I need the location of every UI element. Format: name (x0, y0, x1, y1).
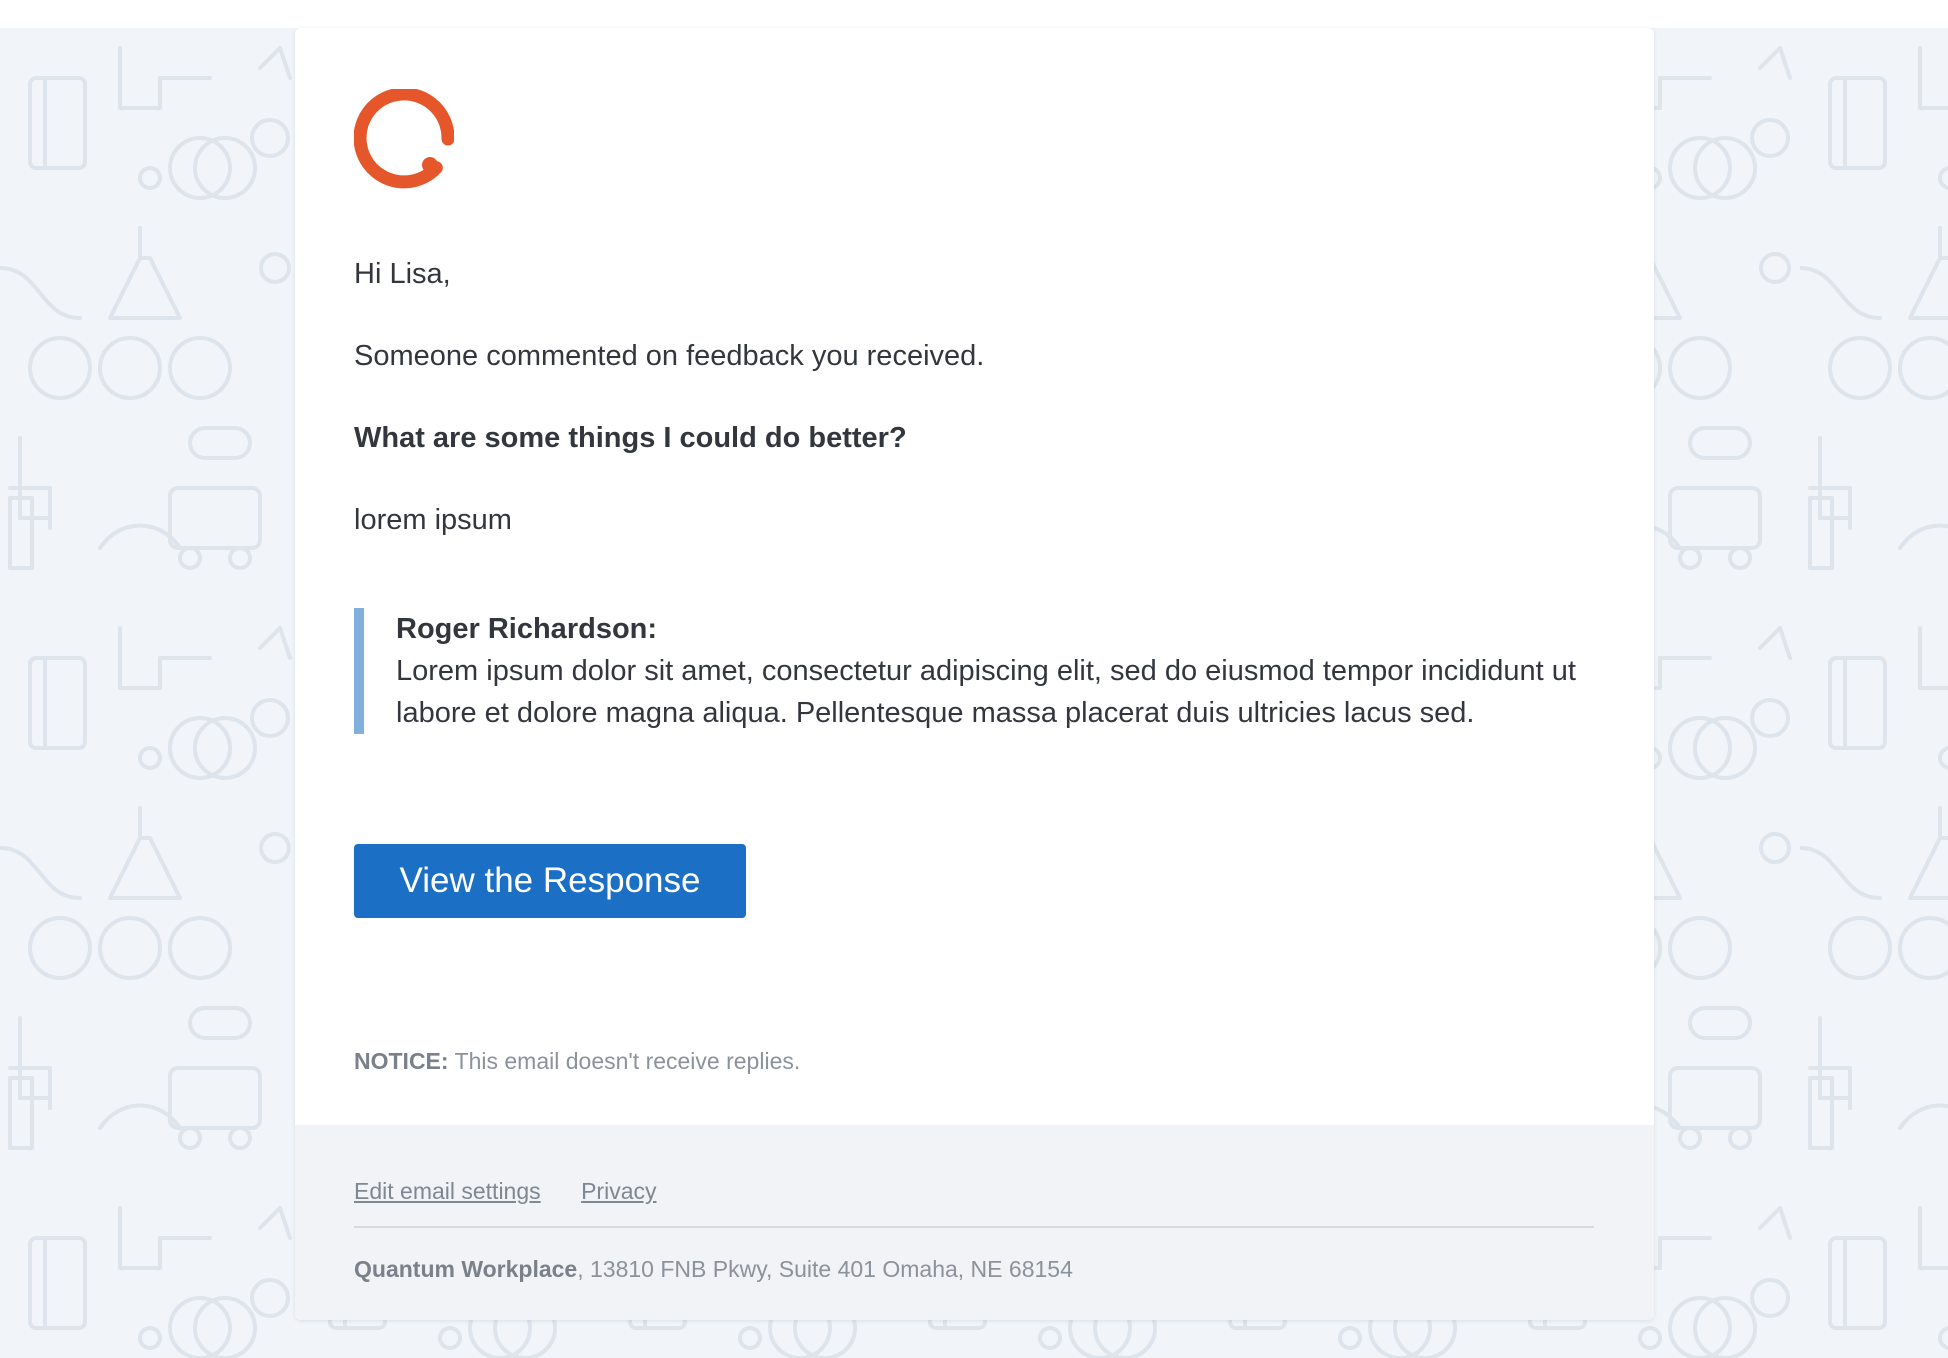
quantum-workplace-logo-icon (354, 89, 454, 189)
email-card (295, 28, 1654, 1320)
company-name: Quantum Workplace (354, 1256, 578, 1282)
edit-email-settings-link[interactable]: Edit email settings (354, 1178, 541, 1204)
comment-author: Roger Richardson: (396, 613, 658, 645)
footer-divider (354, 1226, 1594, 1228)
company-address (354, 1253, 1073, 1285)
email-body (295, 28, 1654, 1125)
notice-label: NOTICE: (354, 1048, 449, 1074)
feedback-question: What are some things I could do better? (354, 422, 907, 454)
view-response-button[interactable]: View the Response (354, 844, 746, 918)
greeting: Hi Lisa, (354, 258, 451, 290)
email-footer (295, 1125, 1654, 1320)
footer-links (354, 1175, 693, 1207)
notice-text: This email doesn't receive replies. (448, 1048, 801, 1074)
feedback-answer: lorem ipsum (354, 504, 512, 536)
comment-quote (354, 608, 1594, 734)
intro-text: Someone commented on feedback you received. (354, 340, 985, 372)
address-text: , 13810 FNB Pkwy, Suite 401 Omaha, NE 68154 (577, 1256, 1073, 1282)
privacy-link[interactable]: Privacy (581, 1178, 657, 1204)
notice (354, 1046, 800, 1076)
comment-text: Lorem ipsum dolor sit amet, consectetur adipiscing elit, sed do eiusmod tempor incididunt ut labore et dolore magna aliqua. Pellentesque massa placerat duis ultricies lacus sed. (396, 655, 1576, 729)
